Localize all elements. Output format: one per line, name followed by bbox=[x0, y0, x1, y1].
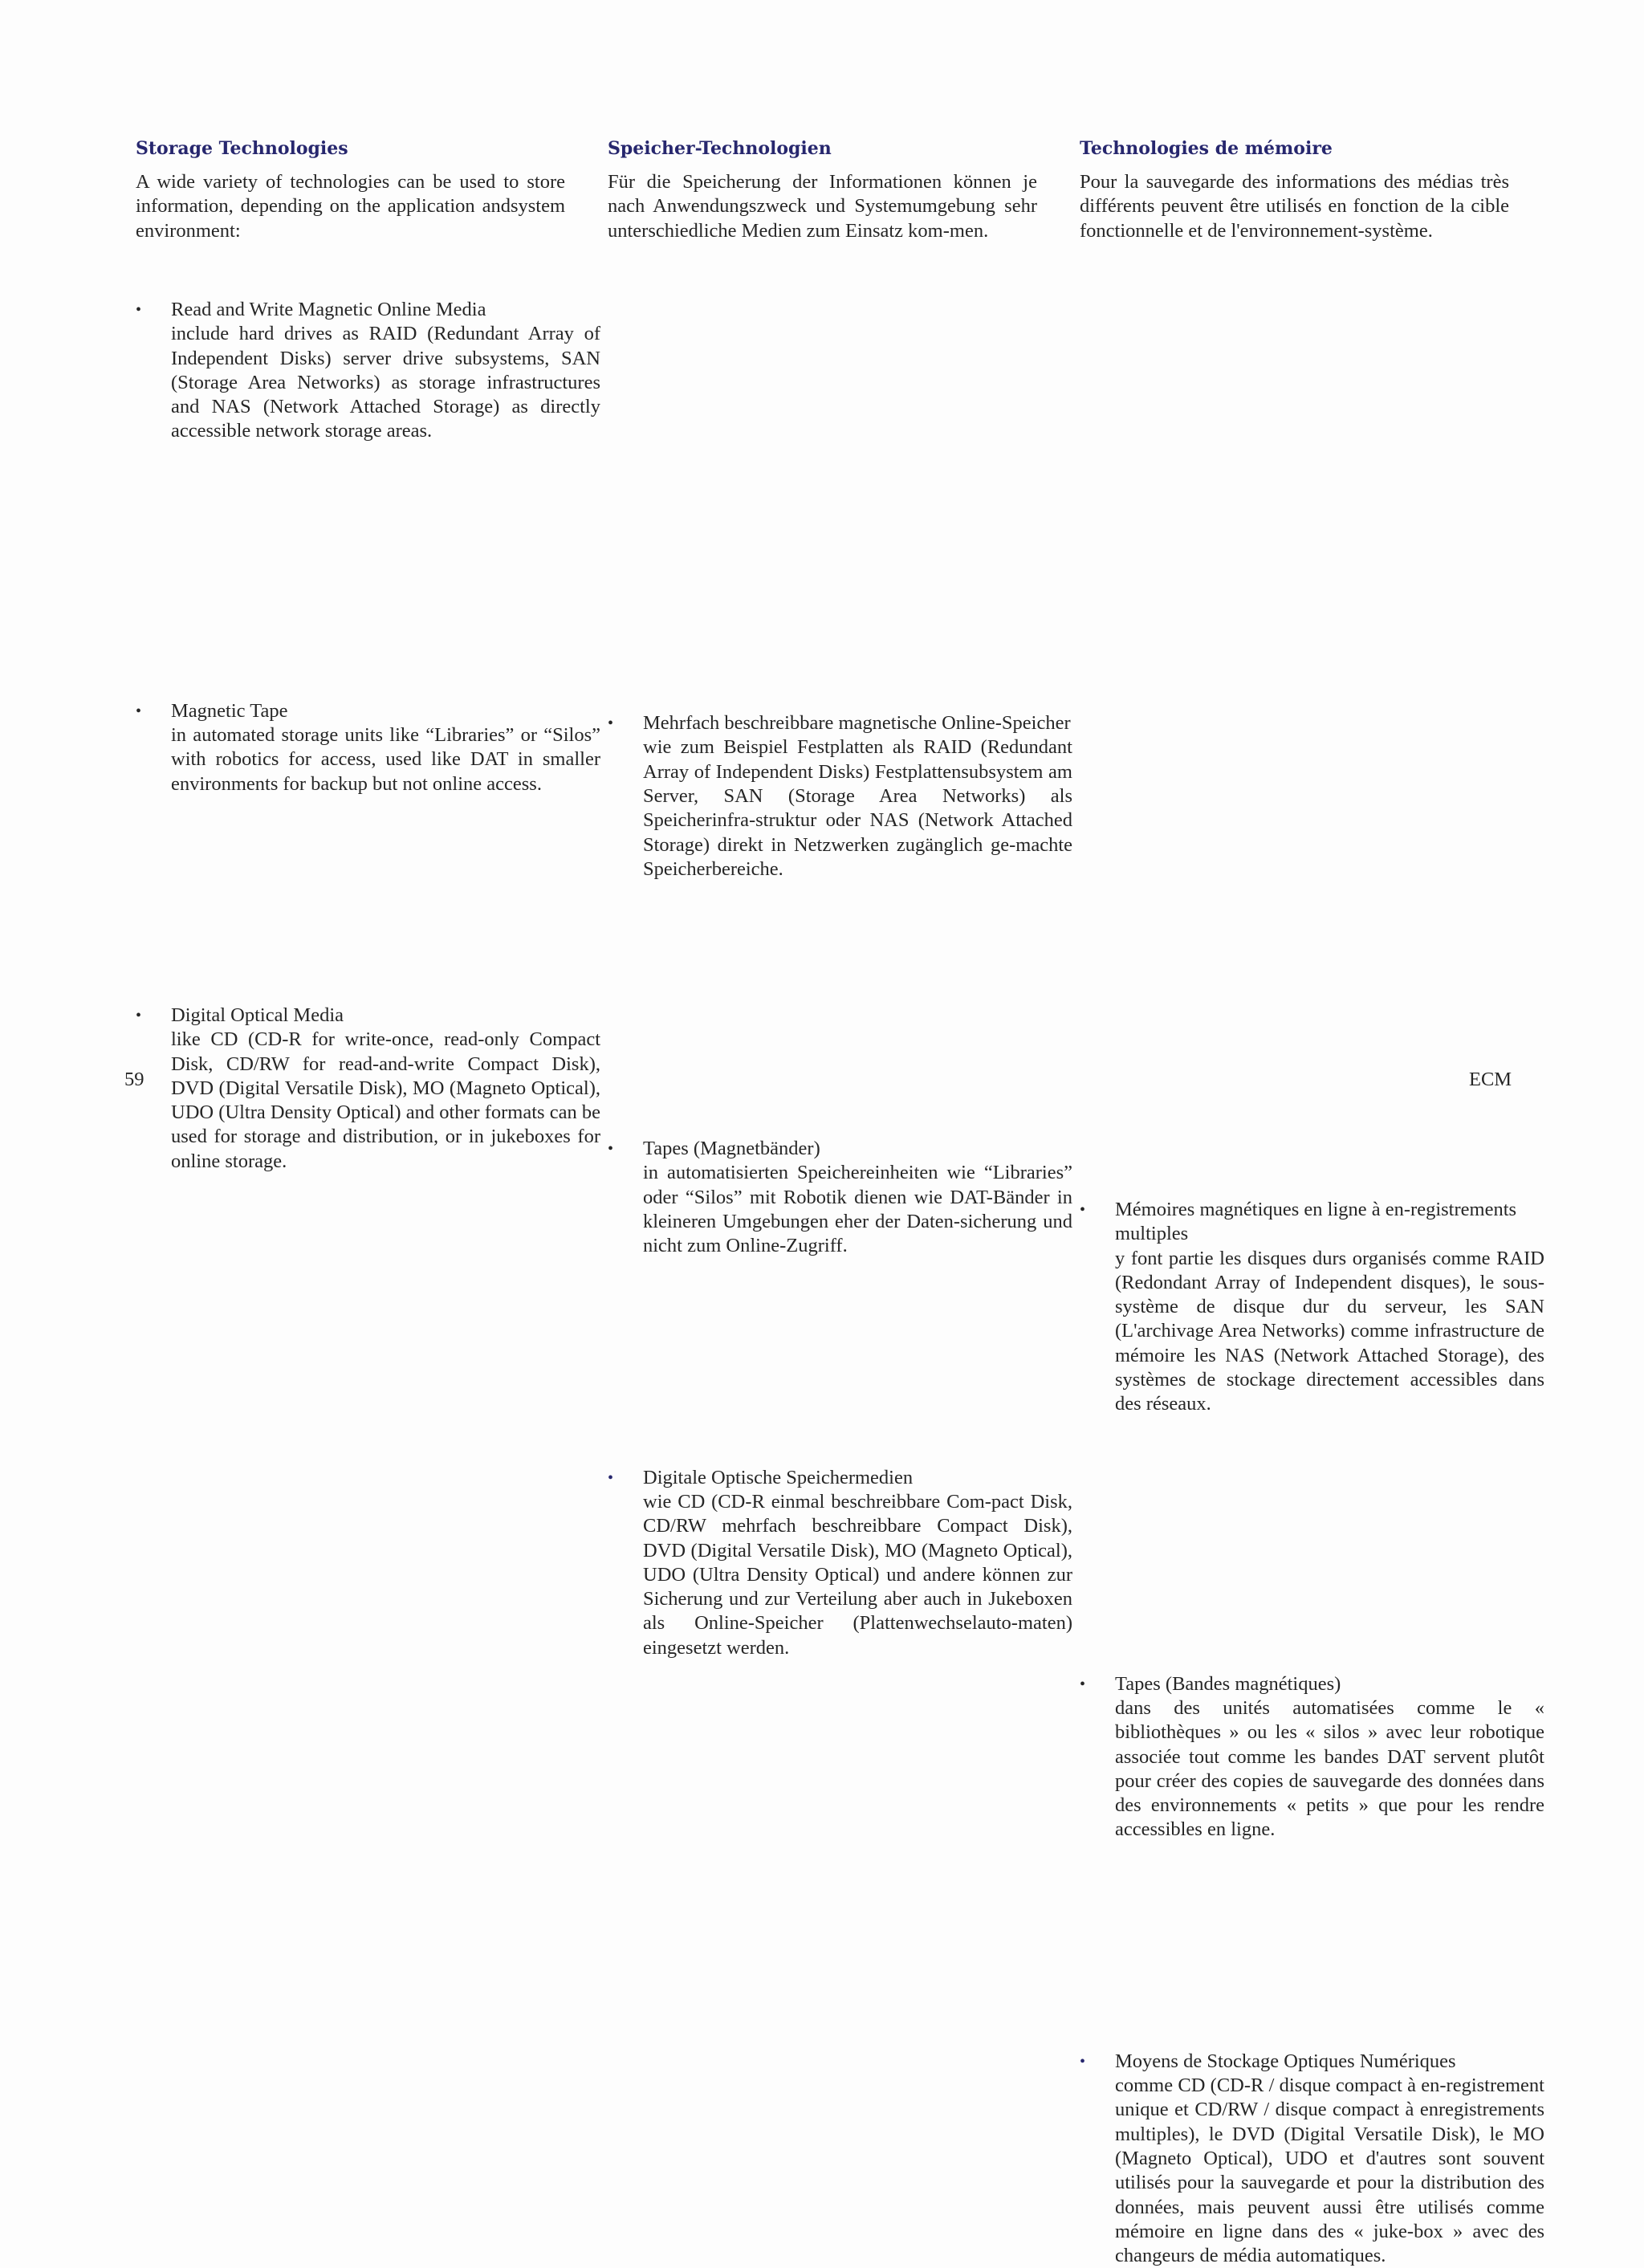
section-heading: Storage Technologies bbox=[136, 138, 348, 159]
bullet-dot-icon: • bbox=[136, 702, 142, 720]
bullet-dot-icon: • bbox=[608, 1468, 614, 1487]
item-title: Mehrfach beschreibbare magnetische Online-Speicher bbox=[643, 712, 1071, 735]
list-item bbox=[136, 699, 600, 796]
bullet-dot-icon: • bbox=[1080, 2052, 1086, 2071]
list-item bbox=[608, 1466, 1072, 1660]
list-item bbox=[608, 1137, 1072, 1258]
list-item bbox=[136, 298, 600, 444]
item-body: comme CD (CD-R / disque compact à en-registrement unique et CD/RW / disque compact à enregistrements multiples), le DVD (Digital Versatile Disk), le MO (Magneto Optical), UDO et d'autres sont souvent utilisés pour la sauvegarde et pour la distribution des données, mais peuvent aussi être utilisés comme mémoire en ligne dans des « juke-box » avec des changeurs de média automatiques. bbox=[1115, 2075, 1544, 2267]
page-number: 59 bbox=[124, 1069, 144, 1090]
section-heading: Technologies de mémoire bbox=[1080, 138, 1333, 159]
item-body: y font partie les disques durs organisés comme RAID (Redondant Array of Independent disques), le sous-système de disque dur du serveur, les SAN (L'archivage Area Networks) comme infrastructure de mémoire les NAS (Network Attached Storage), des systèmes de stockage directement accessibles dans des réseaux. bbox=[1115, 1247, 1544, 1415]
bullet-dot-icon: • bbox=[136, 1006, 142, 1024]
intro-paragraph: Pour la sauvegarde des informations des médias très différents peuvent être utilisés en fonction de la cible fonctionnelle et de l'environnement-système. bbox=[1080, 171, 1509, 242]
item-title: Tapes (Bandes magnétiques) bbox=[1115, 1672, 1341, 1695]
bullet-dot-icon: • bbox=[1080, 1675, 1086, 1693]
item-body: in automated storage units like “Libraries” or “Silos” with robotics for access, used like DAT in smaller environments for backup but not online access. bbox=[171, 724, 600, 795]
list-item bbox=[1080, 1672, 1544, 1842]
item-title: Read and Write Magnetic Online Media bbox=[171, 299, 486, 320]
item-body: wie zum Beispiel Festplatten als RAID (Redundant Array of Independent Disks) Festplattensubsystem am Server, SAN (Storage Area Networks) als Speicherinfra-struktur oder NAS (Network Attached Storage) direkt in Netzwerken zugänglich ge-machte Speicherbereiche. bbox=[643, 736, 1072, 880]
item-body: include hard drives as RAID (Redundant Array of Independent Disks) server drive subsystems, SAN (Storage Area Networks) as storage infrastructures and NAS (Network Attached Storage) as directly accessible network storage areas. bbox=[171, 323, 600, 442]
item-body: in automatisierten Speichereinheiten wie “Libraries” oder “Silos” mit Robotik dienen wie DAT-Bänder in kleineren Umgebungen eher der Daten-sicherung und nicht zum Online-Zugriff. bbox=[643, 1162, 1072, 1257]
bullet-dot-icon: • bbox=[1080, 1200, 1086, 1219]
item-title: Magnetic Tape bbox=[171, 699, 288, 722]
footer-label: ECM bbox=[1469, 1069, 1512, 1090]
item-body: like CD (CD-R for write-once, read-only Compact Disk, CD/RW for read-and-write Compact Disk), DVD (Digital Versatile Disk), MO (Magneto Optical), UDO (Ultra Density Optical) and other formats can be used for storage and distribution, or in jukeboxes for online storage. bbox=[171, 1028, 600, 1172]
item-title: Digital Optical Media bbox=[171, 1004, 344, 1026]
item-title: Tapes (Magnetbänder) bbox=[643, 1138, 820, 1160]
item-title: Mémoires magnétiques en ligne à en-registrements multiples bbox=[1115, 1198, 1517, 1245]
section-heading: Speicher-Technologien bbox=[608, 138, 832, 159]
list-item bbox=[608, 711, 1072, 882]
list-item bbox=[1080, 2050, 1544, 2268]
column-german bbox=[608, 136, 1037, 329]
intro-paragraph: A wide variety of technologies can be used to store information, depending on the application andsystem environment: bbox=[136, 171, 565, 242]
item-title: Moyens de Stockage Optiques Numériques bbox=[1115, 2050, 1456, 2072]
column-french bbox=[1080, 136, 1509, 329]
item-body: wie CD (CD-R einmal beschreibbare Com-pact Disk, CD/RW mehrfach beschreibbare Compact Disk), DVD (Digital Versatile Disk), MO (Magneto Optical), UDO (Ultra Density Optical) und andere können zur Sicherung und zur Verteilung aber auch in Jukeboxen als Online-Speicher (Plattenwechselauto-maten) eingesetzt werden. bbox=[643, 1490, 1072, 1659]
item-body: dans des unités automatisées comme le « bibliothèques » ou les « silos » avec leur robotique associée tout comme les bandes DAT servent plutôt pour créer des copies de sauvegarde des données dans des environnements « petits » que pour les rendre accessibles en ligne. bbox=[1115, 1696, 1544, 1841]
bullet-dot-icon: • bbox=[136, 301, 142, 319]
bullet-dot-icon: • bbox=[608, 1140, 614, 1158]
intro-paragraph: Für die Speicherung der Informationen können je nach Anwendungszweck und Systemumgebung sehr unterschiedliche Medien zum Einsatz kom-men. bbox=[608, 171, 1037, 242]
item-title: Digitale Optische Speichermedien bbox=[643, 1466, 914, 1488]
list-item bbox=[1080, 1198, 1544, 1417]
bullet-dot-icon: • bbox=[608, 715, 614, 733]
list-item bbox=[136, 1004, 600, 1174]
